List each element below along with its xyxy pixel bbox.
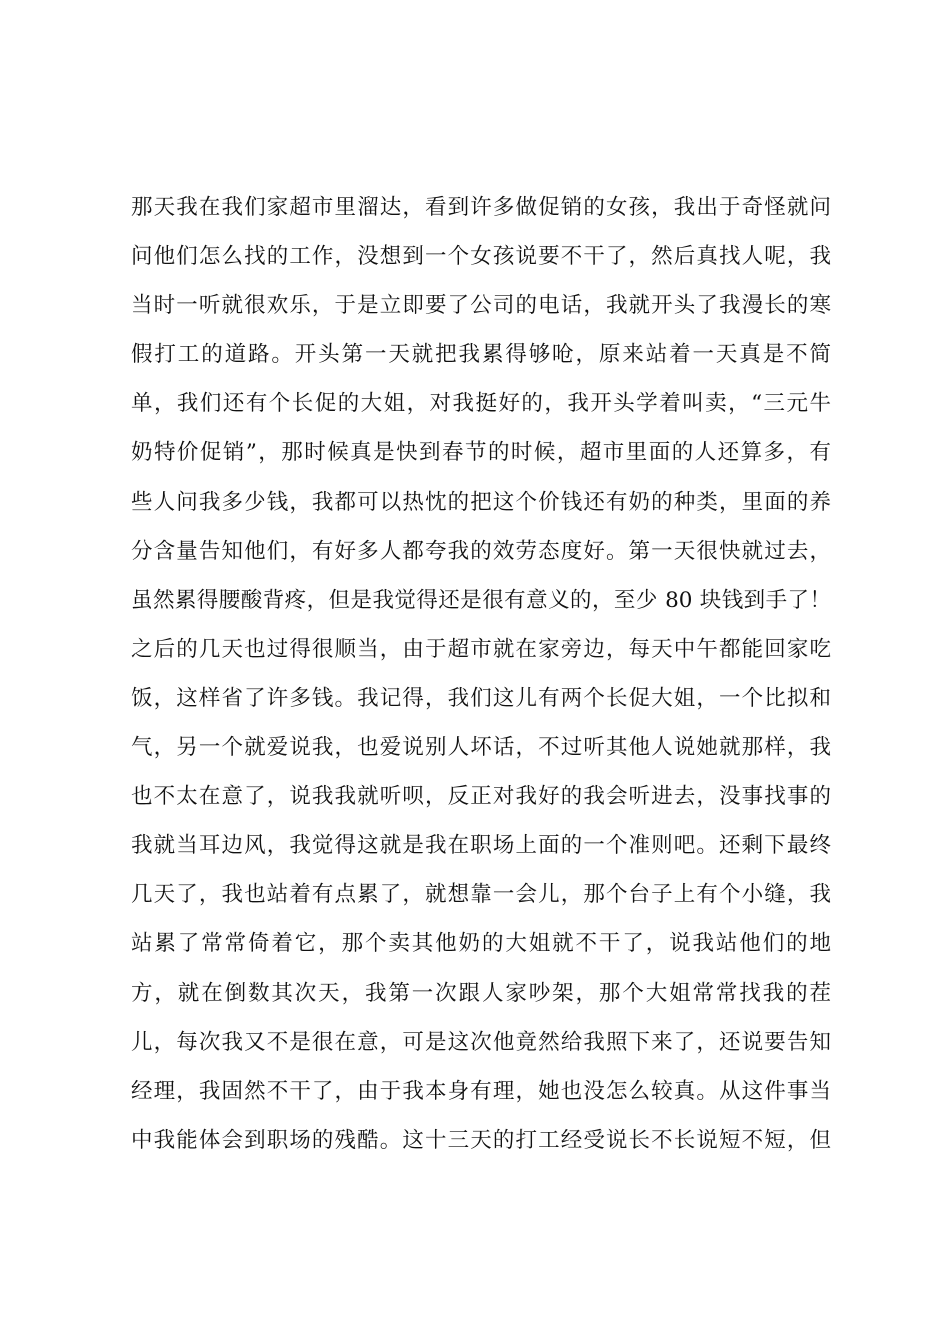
- text-line-16: 站累了常常倚着它，那个卖其他奶的大姐就不干了，说我站他们的地: [131, 931, 831, 957]
- text-line-7: 些人问我多少钱，我都可以热忱的把这个价钱还有奶的种类，里面的养: [131, 489, 831, 515]
- text-line-6: 奶特价促销”，那时候真是快到春节的时候，超市里面的人还算多，有: [131, 440, 831, 466]
- text-line-15: 几天了，我也站着有点累了，就想靠一会儿，那个台子上有个小缝，我: [131, 882, 831, 908]
- text-line-14: 我就当耳边风，我觉得这就是我在职场上面的一个准则吧。还剩下最终: [131, 833, 831, 859]
- text-line-11: 饭，这样省了许多钱。我记得，我们这儿有两个长促大姐，一个比拟和: [131, 685, 831, 711]
- text-line-10: 之后的几天也过得很顺当，由于超市就在家旁边，每天中午都能回家吃: [131, 636, 831, 662]
- text-line-2: 问他们怎么找的工作，没想到一个女孩说要不干了，然后真找人呢，我: [131, 244, 831, 270]
- text-line-17: 方，就在倒数其次天，我第一次跟人家吵架，那个大姐常常找我的茬: [131, 980, 831, 1006]
- text-line-20: 中我能体会到职场的残酷。这十三天的打工经受说长不长说短不短，但: [131, 1127, 831, 1153]
- text-line-9: 虽然累得腰酸背疼，但是我觉得还是很有意义的，至少 80 块钱到手了！: [131, 587, 831, 613]
- body-text: [131, 183, 831, 1165]
- text-line-12: 气，另一个就爱说我，也爱说别人坏话，不过听其他人说她就那样，我: [131, 735, 831, 761]
- text-line-18: 儿，每次我又不是很在意，可是这次他竟然给我照下来了，还说要告知: [131, 1029, 831, 1055]
- text-line-5: 单，我们还有个长促的大姐，对我挺好的，我开头学着叫卖，“三元牛: [131, 391, 831, 417]
- text-line-13: 也不太在意了，说我我就听呗，反正对我好的我会听进去，没事找事的: [131, 784, 831, 810]
- text-line-19: 经理，我固然不干了，由于我本身有理，她也没怎么较真。从这件事当: [131, 1078, 831, 1104]
- text-line-3: 当时一听就很欢乐，于是立即要了公司的电话，我就开头了我漫长的寒: [131, 293, 831, 319]
- text-line-8: 分含量告知他们，有好多人都夸我的效劳态度好。第一天很快就过去，: [131, 538, 831, 564]
- text-line-4: 假打工的道路。开头第一天就把我累得够呛，原来站着一天真是不简: [131, 342, 831, 368]
- text-line-1: 那天我在我们家超市里溜达，看到许多做促销的女孩，我出于奇怪就问: [131, 195, 831, 220]
